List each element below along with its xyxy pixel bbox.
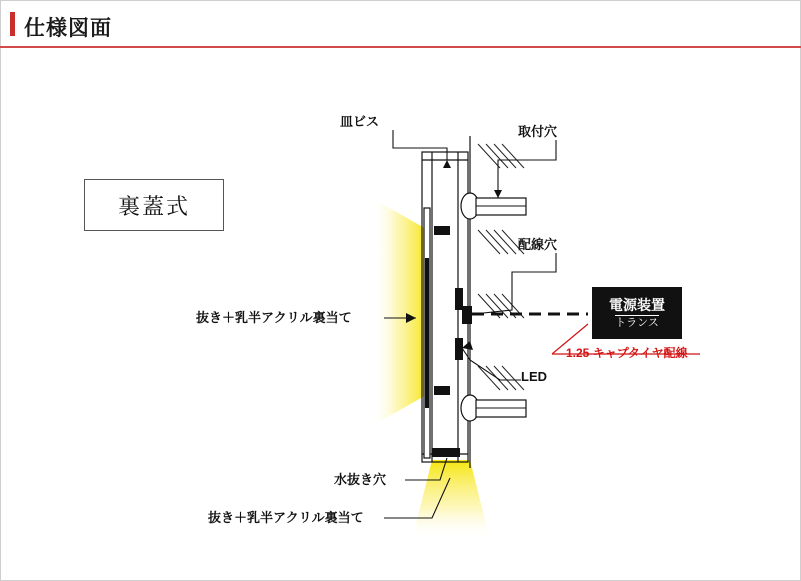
label-flat-screw: 皿ビス [340,114,380,129]
led-modules [434,226,463,395]
cable-spec-label: 1.25 キャプタイヤ配線 [566,346,688,360]
label-drain-hole: 水抜き穴 [334,472,387,487]
label-acrylic-backing-bottom: 抜き＋乳半アクリル裏当て [208,510,364,525]
sign-type-box [84,179,224,231]
light-glow-left [372,198,428,426]
acrylic-face-panel [424,208,430,458]
power-supply-box [592,287,682,339]
wall-hatching [478,144,524,390]
header-accent-bar [10,12,15,36]
mounting-anchor-top [461,193,526,219]
diagram-canvas [0,48,801,581]
label-led: LED [521,369,547,384]
power-supply-subtitle: トランス [615,316,659,329]
label-acrylic-backing-left: 抜き＋乳半アクリル裏当て [196,310,352,325]
label-wiring-hole: 配線穴 [518,237,558,252]
sign-type-label: 裏蓋式 [117,193,190,219]
power-supply-title: 電源装置 [609,296,665,313]
drain-hole-detail [432,448,460,457]
page-header [0,0,801,48]
mounting-anchor-bottom [461,395,526,421]
label-mount-hole: 取付穴 [518,124,558,139]
light-glow-bottom [412,460,490,540]
page-title: 仕様図面 [24,17,112,40]
